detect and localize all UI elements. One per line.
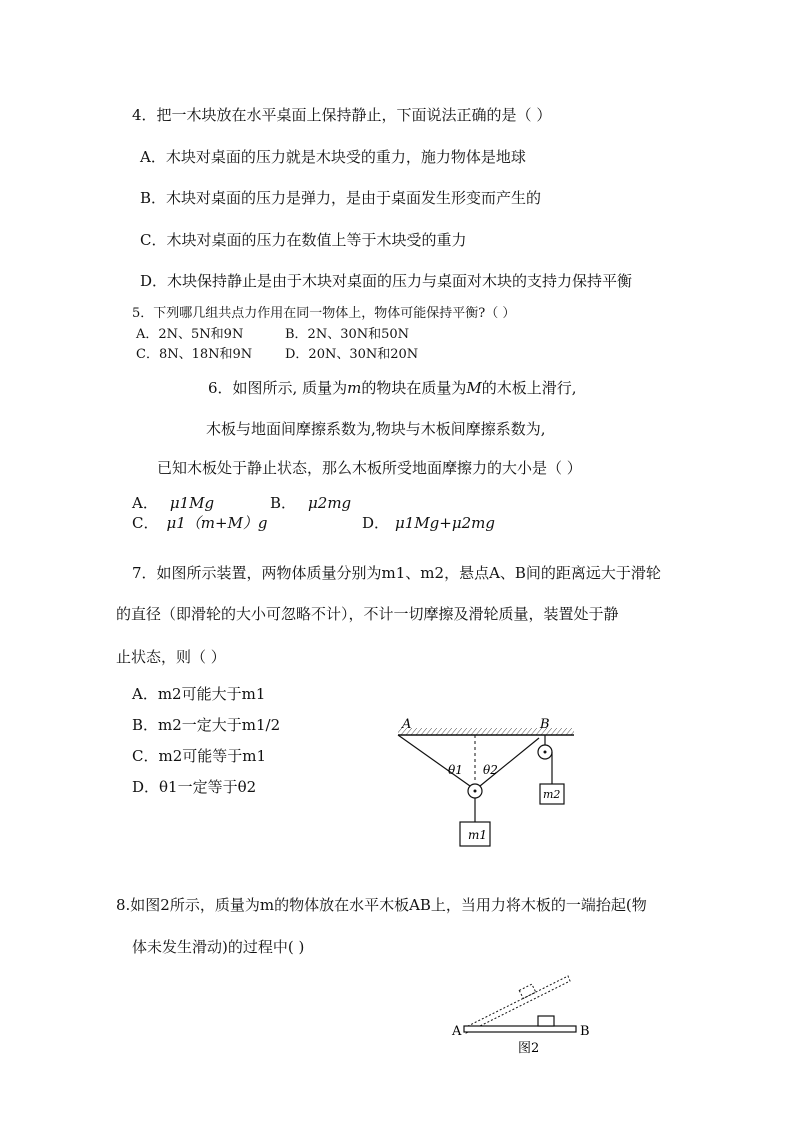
q7-option-d: D．θ1一定等于θ2 xyxy=(132,778,257,796)
moving-pulley-axle xyxy=(474,790,477,793)
q4-option-a: A．木块对桌面的压力就是木块受的重力，施力物体是地球 xyxy=(140,148,526,166)
q7-option-a: A．m2可能大于m1 xyxy=(132,685,266,703)
label-a: A xyxy=(402,717,412,732)
q6-line2: 木板与地面间摩擦系数为,物块与木板间摩擦系数为, xyxy=(206,420,546,438)
label-m1: m1 xyxy=(468,828,488,842)
label-theta1: θ1 xyxy=(448,763,463,777)
label-theta2: θ2 xyxy=(483,763,498,777)
q4-option-b: B．木块对桌面的压力是弹力，是由于桌面发生形变而产生的 xyxy=(140,189,542,207)
q4-stem: 4．把一木块放在水平桌面上保持静止，下面说法正确的是（ ） xyxy=(132,106,552,124)
label-b: B xyxy=(540,717,550,732)
board-label-b: B xyxy=(580,1024,590,1039)
horizontal-board xyxy=(464,1026,576,1032)
q8-line2: 体未发生滑动)的过程中( ) xyxy=(132,938,305,956)
fixed-pulley-axle xyxy=(544,751,547,754)
q6-option-c: C． μ1（m+M）g xyxy=(132,514,268,532)
q7-option-b: B．m2一定大于m1/2 xyxy=(132,716,281,734)
q6-option-b: B． μ2mg xyxy=(270,494,352,512)
tilted-block-dashed xyxy=(519,984,536,998)
q7-line1: 7．如图所示装置，两物体质量分别为m1、m2，悬点A、B间的距离远大于滑轮 xyxy=(132,564,661,582)
q8-line1: 8.如图2所示，质量为m的物体放在水平木板AB上，当用力将木板的一端抬起(物 xyxy=(116,896,647,914)
rope-left xyxy=(398,735,470,786)
rope-right xyxy=(480,738,539,786)
q7-line3: 止状态，则（ ） xyxy=(116,648,226,666)
q5-option-c: C．8N、18N和9N xyxy=(136,347,253,362)
board-label-a: A xyxy=(452,1024,462,1039)
block-on-board xyxy=(538,1016,554,1026)
pulley-figure xyxy=(390,712,590,852)
label-m2: m2 xyxy=(543,788,561,801)
q6-line1: 6．如图所示, 质量为m的物块在质量为M的木板上滑行, xyxy=(208,379,577,397)
q7-line2: 的直径（即滑轮的大小可忽略不计），不计一切摩擦及滑轮质量，装置处于静 xyxy=(116,605,619,623)
q6-option-d: D． μ1Mg+μ2mg xyxy=(362,514,495,532)
q5-option-b: B．2N、30N和50N xyxy=(285,327,410,342)
q7-option-c: C．m2可能等于m1 xyxy=(132,747,267,765)
q4-option-c: C．木块对桌面的压力在数值上等于木块受的重力 xyxy=(140,231,467,249)
q6-line3: 已知木板处于静止状态，那么木板所受地面摩擦力的大小是（ ） xyxy=(157,459,582,477)
figure-caption: 图2 xyxy=(518,1041,540,1056)
q5-stem: 5．下列哪几组共点力作用在同一物体上，物体可能保持平衡?（ ） xyxy=(132,306,516,321)
q5-option-a: A．2N、5N和9N xyxy=(136,327,244,342)
q5-option-d: D．20N、30N和20N xyxy=(285,347,419,362)
q6-option-a: A． μ1Mg xyxy=(132,494,215,512)
q4-option-d: D．木块保持静止是由于木块对桌面的压力与桌面对木块的支持力保持平衡 xyxy=(140,272,633,290)
board-figure xyxy=(448,962,598,1062)
